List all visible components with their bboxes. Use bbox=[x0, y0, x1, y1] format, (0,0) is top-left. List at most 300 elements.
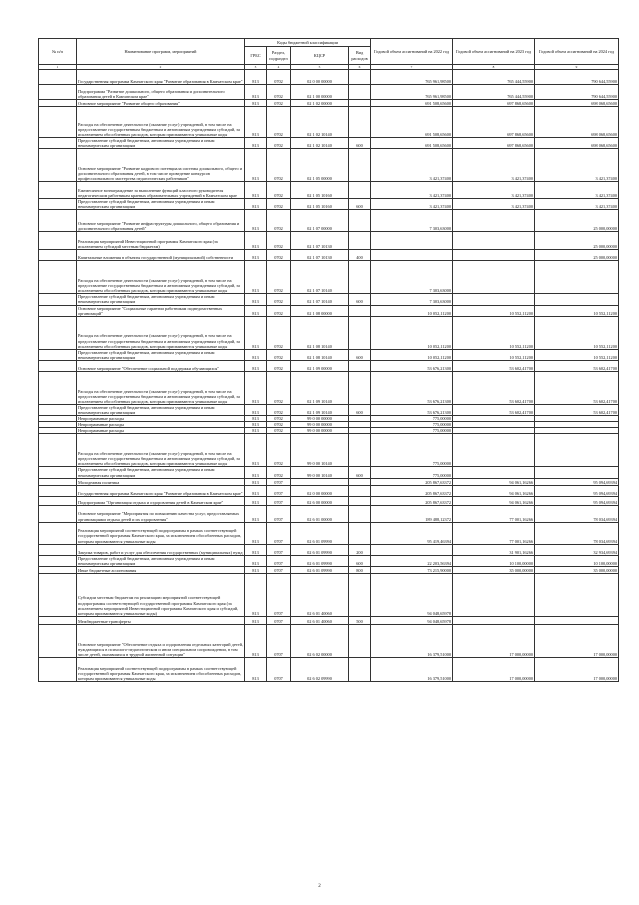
row-value-2024-cell: 790 644,55900 bbox=[535, 70, 619, 85]
row-value-2023-cell: 697 868,65600 bbox=[453, 138, 535, 149]
row-num-cell bbox=[39, 149, 77, 182]
row-razdel-cell: 0702 bbox=[267, 349, 291, 360]
row-value-2022-cell: 765 961,98500 bbox=[371, 85, 453, 100]
row-value-2024-cell: 10 552,11200 bbox=[535, 316, 619, 349]
row-vr-cell bbox=[349, 232, 371, 250]
row-ksr-cell: 99 0 00 00000 bbox=[291, 428, 349, 434]
row-razdel-cell: 0702 bbox=[267, 404, 291, 415]
row-razdel-cell: 0707 bbox=[267, 616, 291, 624]
row-grbs-cell: 813 bbox=[245, 416, 267, 422]
row-grbs-cell: 813 bbox=[245, 210, 267, 232]
row-value-2024-cell: 17 000,00000 bbox=[535, 624, 619, 657]
row-vr-cell: 500 bbox=[349, 616, 371, 624]
table-row bbox=[39, 349, 619, 360]
row-value-2024-cell bbox=[535, 616, 619, 624]
table-row bbox=[39, 107, 619, 138]
row-value-2024-cell: 25 000,00000 bbox=[535, 232, 619, 250]
table-row bbox=[39, 467, 619, 478]
row-ksr-cell: 02 6 02 09990 bbox=[291, 657, 349, 681]
row-value-2022-cell bbox=[371, 250, 453, 261]
table-row bbox=[39, 360, 619, 371]
row-ksr-cell: 99 0 00 00000 bbox=[291, 416, 349, 422]
page-number: 2 bbox=[318, 884, 321, 889]
row-grbs-cell: 813 bbox=[245, 434, 267, 467]
row-value-2022-cell: 7 303,63000 bbox=[371, 294, 453, 305]
table-row bbox=[39, 250, 619, 261]
row-grbs-cell: 813 bbox=[245, 138, 267, 149]
table-row bbox=[39, 70, 619, 85]
row-value-2022-cell: 10 052,11200 bbox=[371, 316, 453, 349]
row-value-2022-cell: 691 508,65600 bbox=[371, 107, 453, 138]
row-grbs-cell: 813 bbox=[245, 250, 267, 261]
row-value-2023-cell: 53 602,41700 bbox=[453, 371, 535, 404]
row-name-cell: Предоставление субсидий бюджетным, автономным учреждениям и иным некоммерческим организациям bbox=[77, 404, 245, 415]
row-grbs-cell: 813 bbox=[245, 107, 267, 138]
row-ksr-cell: 99 0 00 10140 bbox=[291, 434, 349, 467]
row-grbs-cell: 813 bbox=[245, 261, 267, 294]
row-razdel-cell: 0707 bbox=[267, 505, 291, 522]
row-razdel-cell: 0702 bbox=[267, 261, 291, 294]
table-row bbox=[39, 100, 619, 107]
row-grbs-cell: 813 bbox=[245, 624, 267, 657]
row-razdel-cell: 0707 bbox=[267, 478, 291, 485]
row-grbs-cell: 813 bbox=[245, 566, 267, 573]
row-value-2023-cell bbox=[453, 434, 535, 467]
row-value-2023-cell: 53 602,41700 bbox=[453, 360, 535, 371]
row-value-2023-cell bbox=[453, 294, 535, 305]
row-grbs-cell: 813 bbox=[245, 100, 267, 107]
row-value-2022-cell: 94 048,65978 bbox=[371, 616, 453, 624]
row-num-cell bbox=[39, 522, 77, 544]
row-value-2023-cell bbox=[453, 250, 535, 261]
row-vr-cell bbox=[349, 624, 371, 657]
row-grbs-cell: 813 bbox=[245, 294, 267, 305]
row-ksr-cell: 02 0 00 00000 bbox=[291, 485, 349, 496]
row-razdel-cell: 0702 bbox=[267, 70, 291, 85]
row-razdel-cell: 0707 bbox=[267, 566, 291, 573]
row-razdel-cell: 0702 bbox=[267, 360, 291, 371]
row-vr-cell bbox=[349, 305, 371, 316]
row-num-cell bbox=[39, 107, 77, 138]
row-value-2024-cell: 95 094,69394 bbox=[535, 496, 619, 505]
table-row bbox=[39, 566, 619, 573]
row-value-2024-cell: 78 034,69394 bbox=[535, 505, 619, 522]
row-ksr-cell: 02 6 00 00000 bbox=[291, 496, 349, 505]
row-value-2022-cell bbox=[371, 232, 453, 250]
row-value-2022-cell: 53 676,21300 bbox=[371, 404, 453, 415]
row-value-2024-cell: 53 602,41700 bbox=[535, 371, 619, 404]
row-vr-cell bbox=[349, 478, 371, 485]
row-vr-cell bbox=[349, 573, 371, 616]
table-row bbox=[39, 522, 619, 544]
row-name-cell: Реализация мероприятий соответствующей подпрограммы в рамках соответствующей государственной программы Камчатского края, за исключением обособленных расходов, которым присваиваются уникальные коды bbox=[77, 522, 245, 544]
row-vr-cell: 600 bbox=[349, 404, 371, 415]
row-value-2023-cell: 3 421,37400 bbox=[453, 182, 535, 199]
row-name-cell: Расходы на обеспечение деятельности (оказание услуг) учреждений, в том числе на предоставление государственным бюджетным и автономным учреждениям субсидий, за исключением обособленных расходов, которым присваиваются уникальные коды bbox=[77, 434, 245, 467]
row-vr-cell bbox=[349, 316, 371, 349]
row-num-cell bbox=[39, 349, 77, 360]
table-row bbox=[39, 232, 619, 250]
table-row bbox=[39, 555, 619, 566]
row-num-cell bbox=[39, 485, 77, 496]
row-name-cell: Расходы на обеспечение деятельности (оказание услуг) учреждений, в том числе на предоставление государственным бюджетным и автономным учреждениям субсидий, за исключением обособленных расходов, которым присваиваются уникальные коды bbox=[77, 261, 245, 294]
row-vr-cell bbox=[349, 371, 371, 404]
column-index: 9 bbox=[535, 65, 619, 70]
row-num-cell bbox=[39, 250, 77, 261]
row-name-cell: Закупка товаров, работ и услуг для обеспечения государственных (муниципальных) нужд bbox=[77, 544, 245, 555]
row-name-cell: Основное мероприятие "Мероприятия по повышению качества услуг, предоставляемых организациями отдыха детей и их оздоровления" bbox=[77, 505, 245, 522]
row-value-2022-cell: 53 676,21300 bbox=[371, 360, 453, 371]
table-row bbox=[39, 496, 619, 505]
row-grbs-cell: 813 bbox=[245, 522, 267, 544]
table-row bbox=[39, 505, 619, 522]
row-vr-cell: 600 bbox=[349, 349, 371, 360]
row-value-2024-cell: 3 421,37400 bbox=[535, 199, 619, 210]
row-value-2022-cell: 775,00000 bbox=[371, 416, 453, 422]
row-name-cell: Субсидии местным бюджетам на реализацию мероприятий соответствующей подпрограммы соответствующей государственной программы Камчатского края (за исключением мероприятий Инвестиционной программы Камчатского края и субсидий, которым присваиваются уникальные коды) bbox=[77, 573, 245, 616]
row-num-cell bbox=[39, 182, 77, 199]
row-razdel-cell: 0702 bbox=[267, 250, 291, 261]
row-num-cell bbox=[39, 555, 77, 566]
row-razdel-cell: 0707 bbox=[267, 573, 291, 616]
row-razdel-cell: 0707 bbox=[267, 485, 291, 496]
row-razdel-cell: 0702 bbox=[267, 316, 291, 349]
row-num-cell bbox=[39, 573, 77, 616]
header-ksr: КЦСР bbox=[291, 47, 349, 65]
column-index: 4 bbox=[267, 65, 291, 70]
row-num-cell bbox=[39, 467, 77, 478]
row-name-cell: Предоставление субсидий бюджетным, автономным учреждениям и иным некоммерческим организациям bbox=[77, 555, 245, 566]
row-num-cell bbox=[39, 496, 77, 505]
row-grbs-cell: 813 bbox=[245, 85, 267, 100]
row-num-cell bbox=[39, 70, 77, 85]
row-razdel-cell: 0702 bbox=[267, 85, 291, 100]
row-value-2022-cell: 7 303,63000 bbox=[371, 261, 453, 294]
row-value-2023-cell: 77 001,16266 bbox=[453, 522, 535, 544]
row-ksr-cell: 02 0 00 00000 bbox=[291, 70, 349, 85]
row-grbs-cell: 813 bbox=[245, 496, 267, 505]
row-vr-cell: 200 bbox=[349, 544, 371, 555]
row-name-cell: Расходы на обеспечение деятельности (оказание услуг) учреждений, в том числе на предоставление государственным бюджетным и автономным учреждениям субсидий, за исключением обособленных расходов, которым присваиваются уникальные коды bbox=[77, 316, 245, 349]
row-value-2022-cell: 205 867,63372 bbox=[371, 478, 453, 485]
row-vr-cell: 800 bbox=[349, 566, 371, 573]
row-ksr-cell: 02 1 08 10140 bbox=[291, 349, 349, 360]
row-razdel-cell: 0707 bbox=[267, 555, 291, 566]
row-name-cell: Непрограммные расходы bbox=[77, 422, 245, 428]
row-name-cell: Основное мероприятие "Развитие кадрового потенциала системы дошкольного, общего и дополнительного образования детей, в том числе проведение конкурсов профессионального мастерства педагогических работников" bbox=[77, 149, 245, 182]
row-num-cell bbox=[39, 85, 77, 100]
table-row bbox=[39, 371, 619, 404]
row-num-cell bbox=[39, 199, 77, 210]
row-value-2022-cell: 10 052,11200 bbox=[371, 305, 453, 316]
row-value-2022-cell: 775,00000 bbox=[371, 422, 453, 428]
column-index: 7 bbox=[371, 65, 453, 70]
row-ksr-cell: 02 6 02 00000 bbox=[291, 624, 349, 657]
row-grbs-cell: 813 bbox=[245, 573, 267, 616]
row-value-2022-cell: 95 419,46394 bbox=[371, 522, 453, 544]
table-row bbox=[39, 657, 619, 681]
row-value-2024-cell: 698 068,65600 bbox=[535, 107, 619, 138]
row-value-2023-cell: 17 000,00000 bbox=[453, 624, 535, 657]
row-name-cell: Ежемесячное вознаграждение за выполнение функций классного руководителя педагогическим работникам краевых образовательных учреждений в Камчатском крае bbox=[77, 182, 245, 199]
row-value-2024-cell bbox=[535, 434, 619, 467]
row-value-2024-cell: 32 934,69394 bbox=[535, 544, 619, 555]
row-ksr-cell: 02 1 07 10140 bbox=[291, 261, 349, 294]
row-name-cell: Основное мероприятие "Развитие инфраструктуры дошкольного, общего образования и дополнительного образования детей" bbox=[77, 210, 245, 232]
row-value-2022-cell: 3 421,37400 bbox=[371, 149, 453, 182]
row-vr-cell: 600 bbox=[349, 138, 371, 149]
row-name-cell: Подпрограмма "Организация отдыха и оздоровления детей в Камчатском крае" bbox=[77, 496, 245, 505]
row-grbs-cell: 813 bbox=[245, 349, 267, 360]
row-value-2022-cell: 765 961,98500 bbox=[371, 70, 453, 85]
row-name-cell: Капитальные вложения в объекты государственной (муниципальной) собственности bbox=[77, 250, 245, 261]
header-razdel: Раздел, подраздел bbox=[267, 47, 291, 65]
row-grbs-cell: 813 bbox=[245, 544, 267, 555]
row-vr-cell bbox=[349, 657, 371, 681]
row-num-cell bbox=[39, 434, 77, 467]
row-razdel-cell: 0702 bbox=[267, 428, 291, 434]
row-name-cell: Предоставление субсидий бюджетным, автономным учреждениям и иным некоммерческим организациям bbox=[77, 349, 245, 360]
row-ksr-cell: 02 1 05 10160 bbox=[291, 199, 349, 210]
row-razdel-cell: 0707 bbox=[267, 624, 291, 657]
row-value-2024-cell: 53 602,41700 bbox=[535, 360, 619, 371]
row-value-2024-cell: 25 000,00000 bbox=[535, 210, 619, 232]
column-index: 5 bbox=[291, 65, 349, 70]
row-ksr-cell: 02 6 01 09990 bbox=[291, 544, 349, 555]
row-value-2024-cell: 790 644,55900 bbox=[535, 85, 619, 100]
row-ksr-cell bbox=[291, 478, 349, 485]
row-ksr-cell: 02 1 09 10140 bbox=[291, 404, 349, 415]
row-ksr-cell: 02 1 09 00000 bbox=[291, 360, 349, 371]
row-razdel-cell: 0702 bbox=[267, 305, 291, 316]
row-value-2022-cell: 10 052,11200 bbox=[371, 349, 453, 360]
row-num-cell bbox=[39, 624, 77, 657]
row-razdel-cell: 0707 bbox=[267, 522, 291, 544]
row-name-cell: Основное мероприятие "Обеспечение социальной поддержки обучающихся" bbox=[77, 360, 245, 371]
row-ksr-cell: 02 6 01 40060 bbox=[291, 616, 349, 624]
row-value-2022-cell: 775,00000 bbox=[371, 467, 453, 478]
row-name-cell: Основное мероприятие "Обеспечение отдыха и оздоровления отдельных категорий детей, нуждающихся в психолого-педагогическом и ином специальном сопровождении, в том числе детей, оказавшихся в трудной жизненной ситуации" bbox=[77, 624, 245, 657]
row-value-2022-cell: 691 508,65600 bbox=[371, 100, 453, 107]
row-value-2023-cell: 3 421,37400 bbox=[453, 199, 535, 210]
row-name-cell: Межбюджетные трансферты bbox=[77, 616, 245, 624]
row-value-2024-cell: 10 552,11200 bbox=[535, 349, 619, 360]
row-value-2023-cell bbox=[453, 616, 535, 624]
row-vr-cell bbox=[349, 434, 371, 467]
row-value-2023-cell bbox=[453, 232, 535, 250]
row-razdel-cell: 0702 bbox=[267, 149, 291, 182]
row-ksr-cell: 02 1 09 10140 bbox=[291, 371, 349, 404]
row-num-cell bbox=[39, 616, 77, 624]
row-value-2023-cell: 765 444,55900 bbox=[453, 85, 535, 100]
row-value-2023-cell: 53 602,41700 bbox=[453, 404, 535, 415]
row-value-2024-cell: 95 094,69394 bbox=[535, 485, 619, 496]
table-row bbox=[39, 624, 619, 657]
row-value-2023-cell bbox=[453, 573, 535, 616]
row-num-cell bbox=[39, 305, 77, 316]
row-value-2024-cell: 3 421,37400 bbox=[535, 149, 619, 182]
row-vr-cell: 600 bbox=[349, 555, 371, 566]
table-row bbox=[39, 294, 619, 305]
row-value-2022-cell: 16 379,51000 bbox=[371, 624, 453, 657]
row-razdel-cell: 0702 bbox=[267, 210, 291, 232]
table-row bbox=[39, 138, 619, 149]
row-value-2022-cell: 22 203,56394 bbox=[371, 555, 453, 566]
row-ksr-cell: 02 6 01 00000 bbox=[291, 505, 349, 522]
row-ksr-cell: 02 1 02 10140 bbox=[291, 107, 349, 138]
row-grbs-cell: 813 bbox=[245, 404, 267, 415]
row-vr-cell bbox=[349, 107, 371, 138]
row-num-cell bbox=[39, 544, 77, 555]
row-razdel-cell: 0702 bbox=[267, 422, 291, 428]
row-num-cell bbox=[39, 566, 77, 573]
row-ksr-cell: 02 6 01 09990 bbox=[291, 522, 349, 544]
row-num-cell bbox=[39, 360, 77, 371]
row-razdel-cell: 0702 bbox=[267, 100, 291, 107]
row-value-2024-cell: 17 000,00000 bbox=[535, 657, 619, 681]
row-grbs-cell: 813 bbox=[245, 371, 267, 404]
row-vr-cell: 600 bbox=[349, 294, 371, 305]
row-razdel-cell: 0707 bbox=[267, 544, 291, 555]
row-value-2022-cell: 205 867,63372 bbox=[371, 496, 453, 505]
row-vr-cell bbox=[349, 85, 371, 100]
row-ksr-cell: 99 0 00 00000 bbox=[291, 422, 349, 428]
row-grbs-cell: 813 bbox=[245, 657, 267, 681]
row-razdel-cell: 0702 bbox=[267, 434, 291, 467]
row-grbs-cell: 813 bbox=[245, 182, 267, 199]
row-name-cell: Основное мероприятие "Развитие общего образования" bbox=[77, 100, 245, 107]
header-grbs: ГРБС bbox=[245, 47, 267, 65]
row-num-cell bbox=[39, 316, 77, 349]
row-value-2024-cell bbox=[535, 467, 619, 478]
column-index: 8 bbox=[453, 65, 535, 70]
row-vr-cell: 600 bbox=[349, 467, 371, 478]
row-ksr-cell: 02 6 01 09990 bbox=[291, 566, 349, 573]
row-vr-cell bbox=[349, 496, 371, 505]
row-razdel-cell: 0702 bbox=[267, 199, 291, 210]
row-vr-cell bbox=[349, 261, 371, 294]
row-ksr-cell: 02 1 02 10140 bbox=[291, 138, 349, 149]
row-grbs-cell: 813 bbox=[245, 232, 267, 250]
row-value-2023-cell: 3 421,37400 bbox=[453, 149, 535, 182]
row-grbs-cell: 813 bbox=[245, 149, 267, 182]
row-value-2023-cell bbox=[453, 467, 535, 478]
row-name-cell: Предоставление субсидий бюджетным, автономным учреждениям и иным некоммерческим организациям bbox=[77, 199, 245, 210]
row-name-cell: Расходы на обеспечение деятельности (оказание услуг) учреждений, в том числе на предоставление государственным бюджетным и автономным учреждениям субсидий, за исключением обособленных расходов, которым присваиваются уникальные коды bbox=[77, 107, 245, 138]
row-grbs-cell: 813 bbox=[245, 485, 267, 496]
row-vr-cell bbox=[349, 360, 371, 371]
row-name-cell: Государственная программа Камчатского края "Развитие образования в Камчатском крае" bbox=[77, 70, 245, 85]
row-grbs-cell: 813 bbox=[245, 616, 267, 624]
row-value-2024-cell: 10 552,11200 bbox=[535, 305, 619, 316]
row-value-2022-cell: 53 676,21300 bbox=[371, 371, 453, 404]
row-ksr-cell: 02 1 00 00000 bbox=[291, 85, 349, 100]
row-razdel-cell: 0702 bbox=[267, 467, 291, 478]
row-value-2022-cell: 205 867,63372 bbox=[371, 485, 453, 496]
header-num: № п/п bbox=[39, 39, 77, 65]
row-grbs-cell: 813 bbox=[245, 555, 267, 566]
row-vr-cell bbox=[349, 182, 371, 199]
row-value-2023-cell bbox=[453, 261, 535, 294]
row-vr-cell bbox=[349, 505, 371, 522]
table-row bbox=[39, 485, 619, 496]
table-row bbox=[39, 305, 619, 316]
row-grbs-cell: 813 bbox=[245, 316, 267, 349]
row-vr-cell: 400 bbox=[349, 250, 371, 261]
row-num-cell bbox=[39, 232, 77, 250]
row-ksr-cell: 02 1 07 00000 bbox=[291, 210, 349, 232]
header-year-2023: Годовой объем ассигнований на 2023 год bbox=[453, 39, 535, 65]
row-value-2022-cell: 775,00000 bbox=[371, 434, 453, 467]
row-razdel-cell: 0702 bbox=[267, 107, 291, 138]
row-value-2023-cell: 77 001,16266 bbox=[453, 505, 535, 522]
column-index: 1 bbox=[39, 65, 77, 70]
row-value-2023-cell: 94 061,16266 bbox=[453, 496, 535, 505]
row-vr-cell bbox=[349, 522, 371, 544]
row-value-2023-cell: 697 868,65600 bbox=[453, 107, 535, 138]
row-razdel-cell: 0702 bbox=[267, 416, 291, 422]
row-vr-cell: 600 bbox=[349, 199, 371, 210]
row-value-2023-cell: 697 868,65600 bbox=[453, 100, 535, 107]
row-name-cell: Основное мероприятие "Социальные гарантии работникам подведомственных организаций" bbox=[77, 305, 245, 316]
row-name-cell: Расходы на обеспечение деятельности (оказание услуг) учреждений, в том числе на предоставление государственным бюджетным и автономным учреждениям субсидий, за исключением обособленных расходов, которым присваиваются уникальные коды bbox=[77, 371, 245, 404]
row-grbs-cell: 813 bbox=[245, 428, 267, 434]
row-ksr-cell: 02 1 08 00000 bbox=[291, 305, 349, 316]
table-row bbox=[39, 199, 619, 210]
row-num-cell bbox=[39, 294, 77, 305]
row-value-2024-cell: 3 421,37400 bbox=[535, 182, 619, 199]
row-grbs-cell: 813 bbox=[245, 478, 267, 485]
row-value-2024-cell: 78 034,69394 bbox=[535, 522, 619, 544]
row-value-2023-cell: 94 061,16266 bbox=[453, 485, 535, 496]
row-num-cell bbox=[39, 371, 77, 404]
row-grbs-cell: 813 bbox=[245, 467, 267, 478]
row-value-2023-cell: 10 552,11200 bbox=[453, 316, 535, 349]
row-num-cell bbox=[39, 210, 77, 232]
row-value-2024-cell bbox=[535, 294, 619, 305]
row-value-2023-cell: 31 901,16266 bbox=[453, 544, 535, 555]
row-grbs-cell: 813 bbox=[245, 422, 267, 428]
row-value-2024-cell: 53 602,41700 bbox=[535, 404, 619, 415]
row-name-cell: Подпрограмма "Развитие дошкольного, общего образования и дополнительного образования детей в Камчатском крае" bbox=[77, 85, 245, 100]
column-index: 6 bbox=[349, 65, 371, 70]
row-name-cell: Непрограммные расходы bbox=[77, 416, 245, 422]
row-value-2022-cell: 7 303,63000 bbox=[371, 210, 453, 232]
row-razdel-cell: 0707 bbox=[267, 657, 291, 681]
row-value-2024-cell: 10 100,00000 bbox=[535, 555, 619, 566]
row-value-2023-cell: 17 000,00000 bbox=[453, 657, 535, 681]
row-name-cell: Иные бюджетные ассигнования bbox=[77, 566, 245, 573]
row-num-cell bbox=[39, 404, 77, 415]
row-num-cell bbox=[39, 100, 77, 107]
row-vr-cell bbox=[349, 70, 371, 85]
header-year-2024: Годовой объем ассигнований на 2024 год bbox=[535, 39, 619, 65]
table-row bbox=[39, 573, 619, 616]
row-name-cell: Государственная программа Камчатского края "Развитие образования в Камчатском крае" bbox=[77, 485, 245, 496]
table-row bbox=[39, 85, 619, 100]
row-value-2024-cell bbox=[535, 573, 619, 616]
table-row bbox=[39, 149, 619, 182]
row-value-2023-cell: 94 061,16266 bbox=[453, 478, 535, 485]
row-ksr-cell: 02 1 07 10130 bbox=[291, 232, 349, 250]
row-grbs-cell: 813 bbox=[245, 305, 267, 316]
row-razdel-cell: 0702 bbox=[267, 138, 291, 149]
row-ksr-cell: 02 1 02 00000 bbox=[291, 100, 349, 107]
row-grbs-cell: 813 bbox=[245, 360, 267, 371]
row-name-cell: Предоставление субсидий бюджетным, автономным учреждениям и иным некоммерческим организациям bbox=[77, 467, 245, 478]
row-value-2022-cell: 3 421,37400 bbox=[371, 182, 453, 199]
row-value-2023-cell: 35 000,00000 bbox=[453, 566, 535, 573]
